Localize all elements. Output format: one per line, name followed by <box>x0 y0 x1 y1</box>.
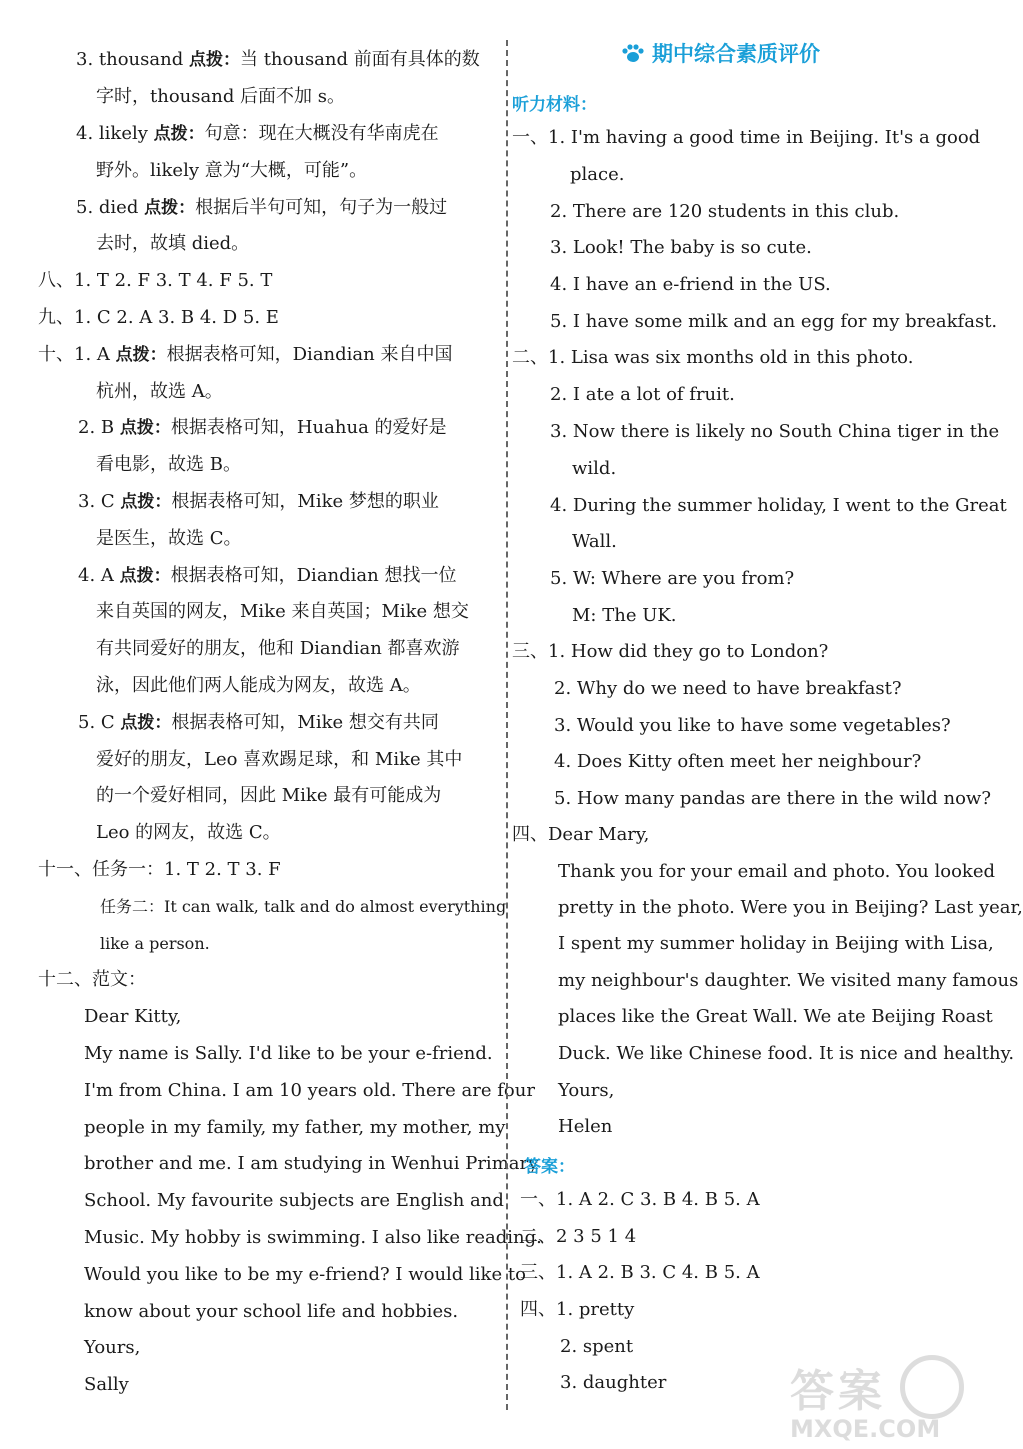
essay-line: Yours, <box>84 1337 141 1358</box>
essay-line: Would you like to be my e-friend? I would like to <box>84 1264 526 1285</box>
script-line: 4. During the summer holiday, I went to the Great <box>550 495 1007 516</box>
answer-line: 2. B 点拨：根据表格可知，Huahua 的爱好是 <box>78 417 447 438</box>
answer-line: like a person. <box>100 934 210 953</box>
answer-line: 看电影，故选 B。 <box>96 454 241 475</box>
answer-line: Leo 的网友，故选 C。 <box>96 822 281 843</box>
essay-line: School. My favourite subjects are English and <box>84 1190 504 1211</box>
script-line: 2. Why do we need to have breakfast? <box>554 678 902 699</box>
answer-line: 九、1. C 2. A 3. B 4. D 5. E <box>38 307 279 328</box>
script-line: 3. Now there is likely no South China tiger in the <box>550 421 1000 442</box>
script-line: 5. W: Where are you from? <box>550 568 795 589</box>
answer-line: 5. C 点拨：根据表格可知，Mike 想交有共同 <box>78 712 439 733</box>
answer-line: 野外。likely 意为“大概，可能”。 <box>96 160 368 181</box>
answer-line: 十、1. A 点拨：根据表格可知，Diandian 来自中国 <box>38 344 453 365</box>
page-title <box>620 38 820 68</box>
script-line: 一、1. I'm having a good time in Beijing. It's a good <box>512 127 981 148</box>
letter-line: Duck. We like Chinese food. It is nice and healthy. <box>558 1043 1015 1064</box>
essay-line: My name is Sally. I'd like to be your e-friend. <box>84 1043 493 1064</box>
watermark <box>790 1355 970 1449</box>
watermark-text: 答案 <box>790 1366 886 1417</box>
answer-line: 十一、任务一：1. T 2. T 3. F <box>38 859 281 880</box>
script-line: Wall. <box>572 531 617 552</box>
letter-line: Helen <box>558 1116 613 1137</box>
answer-key-line: 3. daughter <box>560 1372 667 1393</box>
script-line: place. <box>570 164 625 185</box>
answer-line: 4. A 点拨：根据表格可知，Diandian 想找一位 <box>78 565 457 586</box>
script-line: 5. I have some milk and an egg for my breakfast. <box>550 311 998 332</box>
essay-line: I'm from China. I am 10 years old. There are four <box>84 1080 535 1101</box>
answer-key-line: 二、2 3 5 1 4 <box>520 1226 637 1247</box>
answer-line: 去时，故填 died。 <box>96 233 250 254</box>
listening-label: 听力材料： <box>512 95 597 115</box>
essay-line: Sally <box>84 1374 129 1395</box>
answer-line: 泳，因此他们两人能成为网友，故选 A。 <box>96 675 421 696</box>
script-line: 2. There are 120 students in this club. <box>550 201 900 222</box>
answer-key-line: 三、1. A 2. B 3. C 4. B 5. A <box>520 1262 760 1283</box>
paw-icon <box>620 42 646 64</box>
essay-line: Music. My hobby is swimming. I also like reading. <box>84 1227 542 1248</box>
answer-line: 八、1. T 2. F 3. T 4. F 5. T <box>38 270 273 291</box>
essay-line: people in my family, my father, my mother, my <box>84 1117 506 1138</box>
script-line: 3. Would you like to have some vegetables? <box>554 715 951 736</box>
script-line: 5. How many pandas are there in the wild now? <box>554 788 991 809</box>
answer-line: 十二、范文： <box>38 969 146 990</box>
answer-line: 4. likely 点拨：句意：现在大概没有华南虎在 <box>76 123 439 144</box>
title-text: 期中综合素质评价 <box>652 42 820 66</box>
answer-key-line: 一、1. A 2. C 3. B 4. B 5. A <box>520 1189 760 1210</box>
essay-line: Dear Kitty, <box>84 1006 182 1027</box>
essay-line: brother and me. I am studying in Wenhui Primary <box>84 1153 539 1174</box>
letter-line: Thank you for your email and photo. You looked <box>558 861 996 882</box>
answer-line: 的一个爱好相同，因此 Mike 最有可能成为 <box>96 785 442 806</box>
letter-line: Yours, <box>558 1080 615 1101</box>
answer-line: 任务二：It can walk, talk and do almost everything <box>100 897 507 916</box>
answer-line: 有共同爱好的朋友，他和 Diandian 都喜欢游 <box>96 638 460 659</box>
script-line: wild. <box>572 458 617 479</box>
letter-line: my neighbour's daughter. We visited many famous <box>558 970 1019 991</box>
answer-line: 是医生，故选 C。 <box>96 528 242 549</box>
answer-line: 爱好的朋友，Leo 喜欢踢足球，和 Mike 其中 <box>96 749 463 770</box>
answer-key-line: 四、1. pretty <box>520 1299 635 1320</box>
watermark-url: MXQE.COM <box>790 1415 941 1443</box>
answer-line: 3. thousand 点拨：当 thousand 前面有具体的数 <box>76 49 480 70</box>
answer-line: 来自英国的网友，Mike 来自英国；Mike 想交 <box>96 601 469 622</box>
script-line: M: The UK. <box>572 605 677 626</box>
answer-line: 杭州，故选 A。 <box>96 381 223 402</box>
answer-line: 3. C 点拨：根据表格可知，Mike 梦想的职业 <box>78 491 439 512</box>
script-line: 三、1. How did they go to London? <box>512 641 829 662</box>
watermark-badge-icon <box>900 1355 964 1419</box>
column-divider <box>506 40 508 1410</box>
answers-label: 答案： <box>524 1157 575 1177</box>
script-line: 4. Does Kitty often meet her neighbour? <box>554 751 922 772</box>
letter-line: pretty in the photo. Were you in Beijing? Last year, <box>558 897 1023 918</box>
answer-line: 字时，thousand 后面不加 s。 <box>96 86 346 107</box>
letter-line: places like the Great Wall. We ate Beijing Roast <box>558 1006 993 1027</box>
answer-line: 5. died 点拨：根据后半句可知，句子为一般过 <box>76 197 448 218</box>
script-line: 3. Look! The baby is so cute. <box>550 237 812 258</box>
script-line: 四、Dear Mary, <box>512 824 650 845</box>
essay-line: know about your school life and hobbies. <box>84 1301 459 1322</box>
script-line: 2. I ate a lot of fruit. <box>550 384 735 405</box>
script-line: 二、1. Lisa was six months old in this photo. <box>512 347 914 368</box>
letter-line: I spent my summer holiday in Beijing with Lisa, <box>558 933 994 954</box>
script-line: 4. I have an e-friend in the US. <box>550 274 831 295</box>
answer-key-line: 2. spent <box>560 1336 634 1357</box>
